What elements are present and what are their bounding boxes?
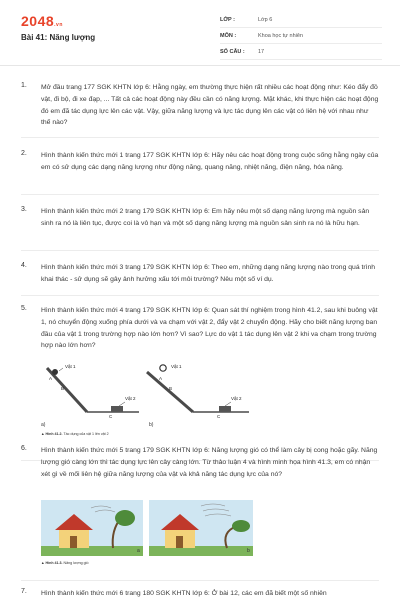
question-item xyxy=(21,206,381,242)
question-text: Hình thành kiến thức mới 6 trang 180 SGK KHTN lớp 6: Ở bài 12, các em đã biết một số nhiên xyxy=(41,590,327,597)
incline-ramp xyxy=(47,368,87,412)
tree-crown xyxy=(232,520,250,532)
meta-value: Khoa học tự nhiên xyxy=(258,32,303,39)
label-point-b: B xyxy=(169,386,173,391)
panel-label-a: a xyxy=(137,548,140,554)
label-vat-2: Vật 2 xyxy=(125,396,136,401)
question-number: 1. xyxy=(21,82,27,89)
divider xyxy=(21,295,379,296)
meta-value: Lớp 6 xyxy=(258,16,273,23)
question-item xyxy=(21,588,381,600)
question-text: Hình thành kiến thức mới 5 trang 179 SGK KHTN lớp 6: Năng lượng gió có thể làm cây bị cong hoặc gãy. Năng lượng gió càng lớn thì tác dụng lực lên cây càng lớn. Từ thảo luận 4 và hình minh họa hình 41.3, em có nhận xét gì về mối liên hệ giữa năng lượng của vật và khả năng tác dụng lực của nó? xyxy=(41,447,378,478)
panel-a-scene xyxy=(41,500,143,556)
meta-value: 17 xyxy=(258,48,265,55)
label-vat-1: Vật 1 xyxy=(65,364,76,369)
question-item xyxy=(21,262,381,288)
question-text: Hình thành kiến thức mới 3 trang 179 SGK KHTN lớp 6: Theo em, những dạng năng lượng nào trong quá trình khai thác - sử dụng sẽ gây ảnh hưởng xấu tới môi trường? Nêu một số ví dụ. xyxy=(41,264,376,283)
meta-row-count xyxy=(220,44,382,60)
question-text: Hình thành kiến thức mới 4 trang 179 SGK KHTN lớp 6: Quan sát thí nghiệm trong hình 41.2, sau khi buông vật 1, nó chuyển động xuống phía dưới và va chạm với vật 2, đẩy vật 2 chuyển động. Hãy cho biết năng lượng ban đầu của vật 1 trong trường hợp nào lớn hơn? Vì sao? Lực do vật 1 tác dụng lên vật 2 khi va chạm trong trường hợp nào lớn hơn? xyxy=(41,307,378,350)
meta-key: LỚP : xyxy=(220,16,235,23)
question-item xyxy=(21,82,381,132)
lesson-title: Bài 41: Năng lượng xyxy=(21,33,96,42)
panel-label-b: b xyxy=(247,548,250,554)
logo-sub-text: .vn xyxy=(54,22,63,28)
meta-row-subject xyxy=(220,28,382,44)
block-vat-2 xyxy=(219,406,231,412)
question-item xyxy=(21,150,381,186)
panel-label-b: b) xyxy=(149,422,154,428)
tree-crown xyxy=(115,510,135,526)
question-text: Hình thành kiến thức mới 1 trang 177 SGK KHTN lớp 6: Hãy nêu các hoạt động trong cuộc sống hằng ngày của em có sử dụng các dạng năng lượng như động năng, quang năng, nhiệt năng, điện năng, hóa năng. xyxy=(41,152,379,171)
site-logo[interactable] xyxy=(21,13,63,29)
caption-text: Tác dụng của vật 1 lên vật 2 xyxy=(62,432,109,436)
house-door xyxy=(70,536,77,548)
divider xyxy=(21,250,379,251)
figure-caption xyxy=(41,432,109,436)
logo-main-text: 2048 xyxy=(21,13,55,29)
label-point-c: C xyxy=(109,414,113,419)
figure-caption xyxy=(41,561,88,565)
caption-label: ▲ Hình 41.2. xyxy=(41,432,63,436)
question-item xyxy=(21,445,381,493)
caption-label: ▲ Hình 41.3. xyxy=(41,561,63,565)
label-point-a: A xyxy=(49,376,53,381)
question-number: 4. xyxy=(21,262,27,269)
figure-41-3 xyxy=(41,500,253,572)
divider xyxy=(21,137,379,138)
grass xyxy=(149,546,253,556)
question-number: 3. xyxy=(21,206,27,213)
incline-ramp xyxy=(147,372,193,412)
label-vat-1: Vật 1 xyxy=(171,364,182,369)
question-number: 5. xyxy=(21,305,27,312)
label-point-a: A xyxy=(159,376,163,381)
meta-key: SỐ CÂU : xyxy=(220,48,245,55)
panel-b-drawing xyxy=(147,365,249,412)
caption-text: Năng lượng gió xyxy=(62,561,89,565)
label-vat-2: Vật 2 xyxy=(231,396,242,401)
question-text: Mở đầu trang 177 SGK KHTN lớp 6: Hằng ngày, em thường thực hiện rất nhiều các hoạt động như: Kéo đẩy đồ vật, đi bộ, đi xe đạp, ... Tất cả các hoạt động này đều cần có năng lượng. Mặt khác, khi thực hiện các hoạt động đó em đã tác dụng lực lên các vật. Vậy, giữa năng lượng và lực tác dụng lên các vật có liên hệ với nhau như thế nào? xyxy=(41,84,379,127)
ball-vat-1 xyxy=(160,365,166,371)
worksheet-header xyxy=(0,0,400,66)
ball-vat-1 xyxy=(52,369,58,375)
panel-b-scene xyxy=(149,500,253,556)
house-door xyxy=(176,536,183,548)
divider xyxy=(21,194,379,195)
meta-row-class xyxy=(220,12,382,28)
meta-table xyxy=(220,12,382,60)
question-text: Hình thành kiến thức mới 2 trang 179 SGK KHTN lớp 6: Em hãy nêu một số dạng năng lượng mà nguồn sản sinh ra nó là liên tục, được coi là vô hạn và một số dạng năng lượng mà nguồn sản sinh ra nó là hữu hạn. xyxy=(41,208,370,227)
panel-label-a: a) xyxy=(41,422,46,428)
grass xyxy=(41,546,143,556)
block-vat-2 xyxy=(111,406,123,412)
question-item xyxy=(21,305,381,355)
question-number: 6. xyxy=(21,445,27,452)
question-number: 7. xyxy=(21,588,27,595)
meta-key: MÔN : xyxy=(220,32,237,39)
wind-energy-illustration xyxy=(41,500,253,560)
divider xyxy=(21,580,379,581)
incline-experiment-illustration xyxy=(41,362,253,442)
figure-41-2 xyxy=(41,362,253,452)
label-point-b: B xyxy=(61,386,65,391)
label-point-c: C xyxy=(217,414,221,419)
question-number: 2. xyxy=(21,150,27,157)
